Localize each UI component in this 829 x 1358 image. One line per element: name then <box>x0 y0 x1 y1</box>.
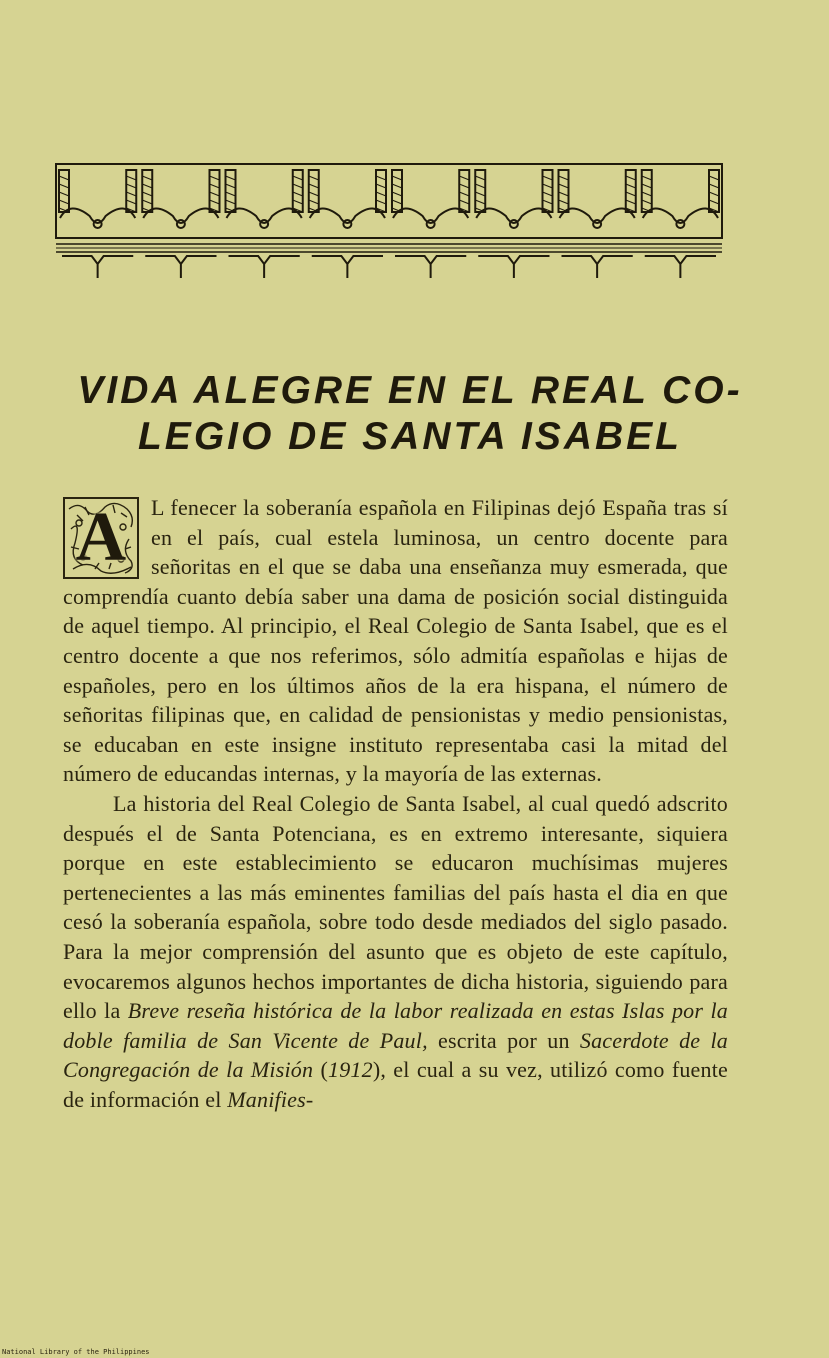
dropcap-letter: A <box>75 499 127 576</box>
text-run: L fenecer la soberanía española en Filipinas dejó España tras sí en el país, cual estela luminosa, un centro docente para señoritas en el que se daba una enseñanza muy esmerada, que comprendía cuanto debía saber una dama de posición social distinguida de aquel tiempo. Al principio, el Real Colegio de Santa Isabel, que es el centro docente a que nos referimos, sólo admitía españolas e hijas de españoles, pero en los últimos años de la era hispana, el número de señoritas filipinas que, en calidad de pensionistas y medio pensionistas, se educaban en este insigne instituto representaba casi la mitad del número de educandas internas, y la mayoría de las externas. <box>63 495 728 787</box>
ornament-hatch <box>559 184 569 188</box>
paragraph-2 <box>63 789 728 1115</box>
ornament-hatch <box>709 192 719 196</box>
ornament-hatch <box>459 184 469 188</box>
ornament-hatch <box>226 176 236 180</box>
ornament-hatch <box>392 176 402 180</box>
ornament-pendant <box>562 256 633 278</box>
text-run: ( <box>313 1057 328 1083</box>
ornament-hatch <box>376 192 386 196</box>
ornament-hatch <box>543 176 553 180</box>
ornament-hatch <box>309 184 319 188</box>
ornament-hatch <box>642 184 652 188</box>
ornament-hatch <box>376 176 386 180</box>
ornament-hatch <box>642 176 652 180</box>
ornament-pendant <box>145 256 216 278</box>
chapter-title-line-1: VIDA ALEGRE EN EL REAL CO- <box>77 369 743 412</box>
ornament-hatch <box>210 176 220 180</box>
ornament-pendant <box>645 256 716 278</box>
ornament-hatch <box>709 184 719 188</box>
ornament-pendant <box>312 256 383 278</box>
chapter-title <box>60 368 760 460</box>
paragraph-1 <box>63 493 728 789</box>
ornament-hatch <box>626 200 636 204</box>
ornament-hatch <box>709 200 719 204</box>
ornament-hatch <box>309 200 319 204</box>
ornament-hatch <box>543 200 553 204</box>
ornament-hatch <box>475 176 485 180</box>
italic-text: Manifies- <box>227 1086 314 1112</box>
ornament-hatch <box>626 192 636 196</box>
text-run: La historia del Real Colegio de Santa Isabel, al cual quedó adscrito después el de Santa Potenciana, es en extremo interesante, siquiera porque en este establecimiento se educaron muchísimas mujeres pertenecientes a las más eminentes familias del país hasta el dia en que cesó la soberanía española, sobre todo desde mediados del siglo pasado. Para la mejor comprensión del asunto que es objeto de este capítulo, evocaremos algunos hechos importantes de dicha historia, siguiendo para ello la <box>63 790 728 1024</box>
ornament-hatch <box>142 176 152 180</box>
ornament-hatch <box>59 200 69 204</box>
ornament-hatch <box>376 184 386 188</box>
ornament-hatch <box>459 176 469 180</box>
ornament-hatch <box>559 200 569 204</box>
ornament-hatch <box>626 176 636 180</box>
ornament-hatch <box>142 184 152 188</box>
ornament-hatch <box>293 176 303 180</box>
ornament-hatch <box>210 184 220 188</box>
italic-text: Sacerdote de la Congregación de la Misión <box>63 1027 729 1083</box>
dropcap-ornament <box>63 497 139 579</box>
ornament-hatch <box>226 184 236 188</box>
body-text <box>63 493 728 1114</box>
ornament-hatch <box>59 184 69 188</box>
text-run: ), el cual a su vez, utilizó como fuente de información el <box>63 1057 728 1112</box>
ornament-hatch <box>126 200 136 204</box>
ornament-hatch <box>392 184 402 188</box>
ornament-hatch <box>210 200 220 204</box>
ornament-hatch <box>309 192 319 196</box>
ornament-hatch <box>226 200 236 204</box>
ornament-hatch <box>642 200 652 204</box>
italic-text: 1912 <box>328 1057 373 1083</box>
ornament-hatch <box>293 184 303 188</box>
ornament-hatch <box>309 176 319 180</box>
ornament-hatch <box>543 184 553 188</box>
ornament-hatch <box>142 200 152 204</box>
ornament-hatch <box>392 192 402 196</box>
ornament-banner <box>54 160 724 290</box>
ornament-hatch <box>59 192 69 196</box>
ornament-hatch <box>59 176 69 180</box>
ornament-hatch <box>226 192 236 196</box>
ornament-hatch <box>126 192 136 196</box>
ornament-hatch <box>559 176 569 180</box>
text-run: escrita por un <box>427 1027 580 1053</box>
ornament-hatch <box>543 192 553 196</box>
chapter-title-line-2: LEGIO DE SANTA ISABEL <box>137 415 683 458</box>
ornament-hatch <box>126 176 136 180</box>
ornament-hatch <box>626 184 636 188</box>
ornament-pendant <box>395 256 466 278</box>
ornament-hatch <box>475 192 485 196</box>
ornament-hatch <box>459 200 469 204</box>
ornament-pendant <box>229 256 300 278</box>
ornament-hatch <box>392 200 402 204</box>
ornament-hatch <box>126 184 136 188</box>
ornament-hatch <box>459 192 469 196</box>
italic-text: Breve reseña histórica de la labor realizada en estas Islas por la doble familia de San Vicente de Paul, <box>63 998 728 1053</box>
ornament-hatch <box>642 192 652 196</box>
footer-credit: National Library of the Philippines <box>2 1348 150 1356</box>
ornament-pendant <box>62 256 133 278</box>
ornament-hatch <box>142 192 152 196</box>
ornament-hatch <box>475 200 485 204</box>
ornament-hatch <box>376 200 386 204</box>
ornament-hatch <box>709 176 719 180</box>
ornament-hatch <box>475 184 485 188</box>
ornament-pendant <box>478 256 549 278</box>
ornament-hatch <box>293 192 303 196</box>
ornament-hatch <box>559 192 569 196</box>
ornament-hatch <box>293 200 303 204</box>
ornament-hatch <box>210 192 220 196</box>
